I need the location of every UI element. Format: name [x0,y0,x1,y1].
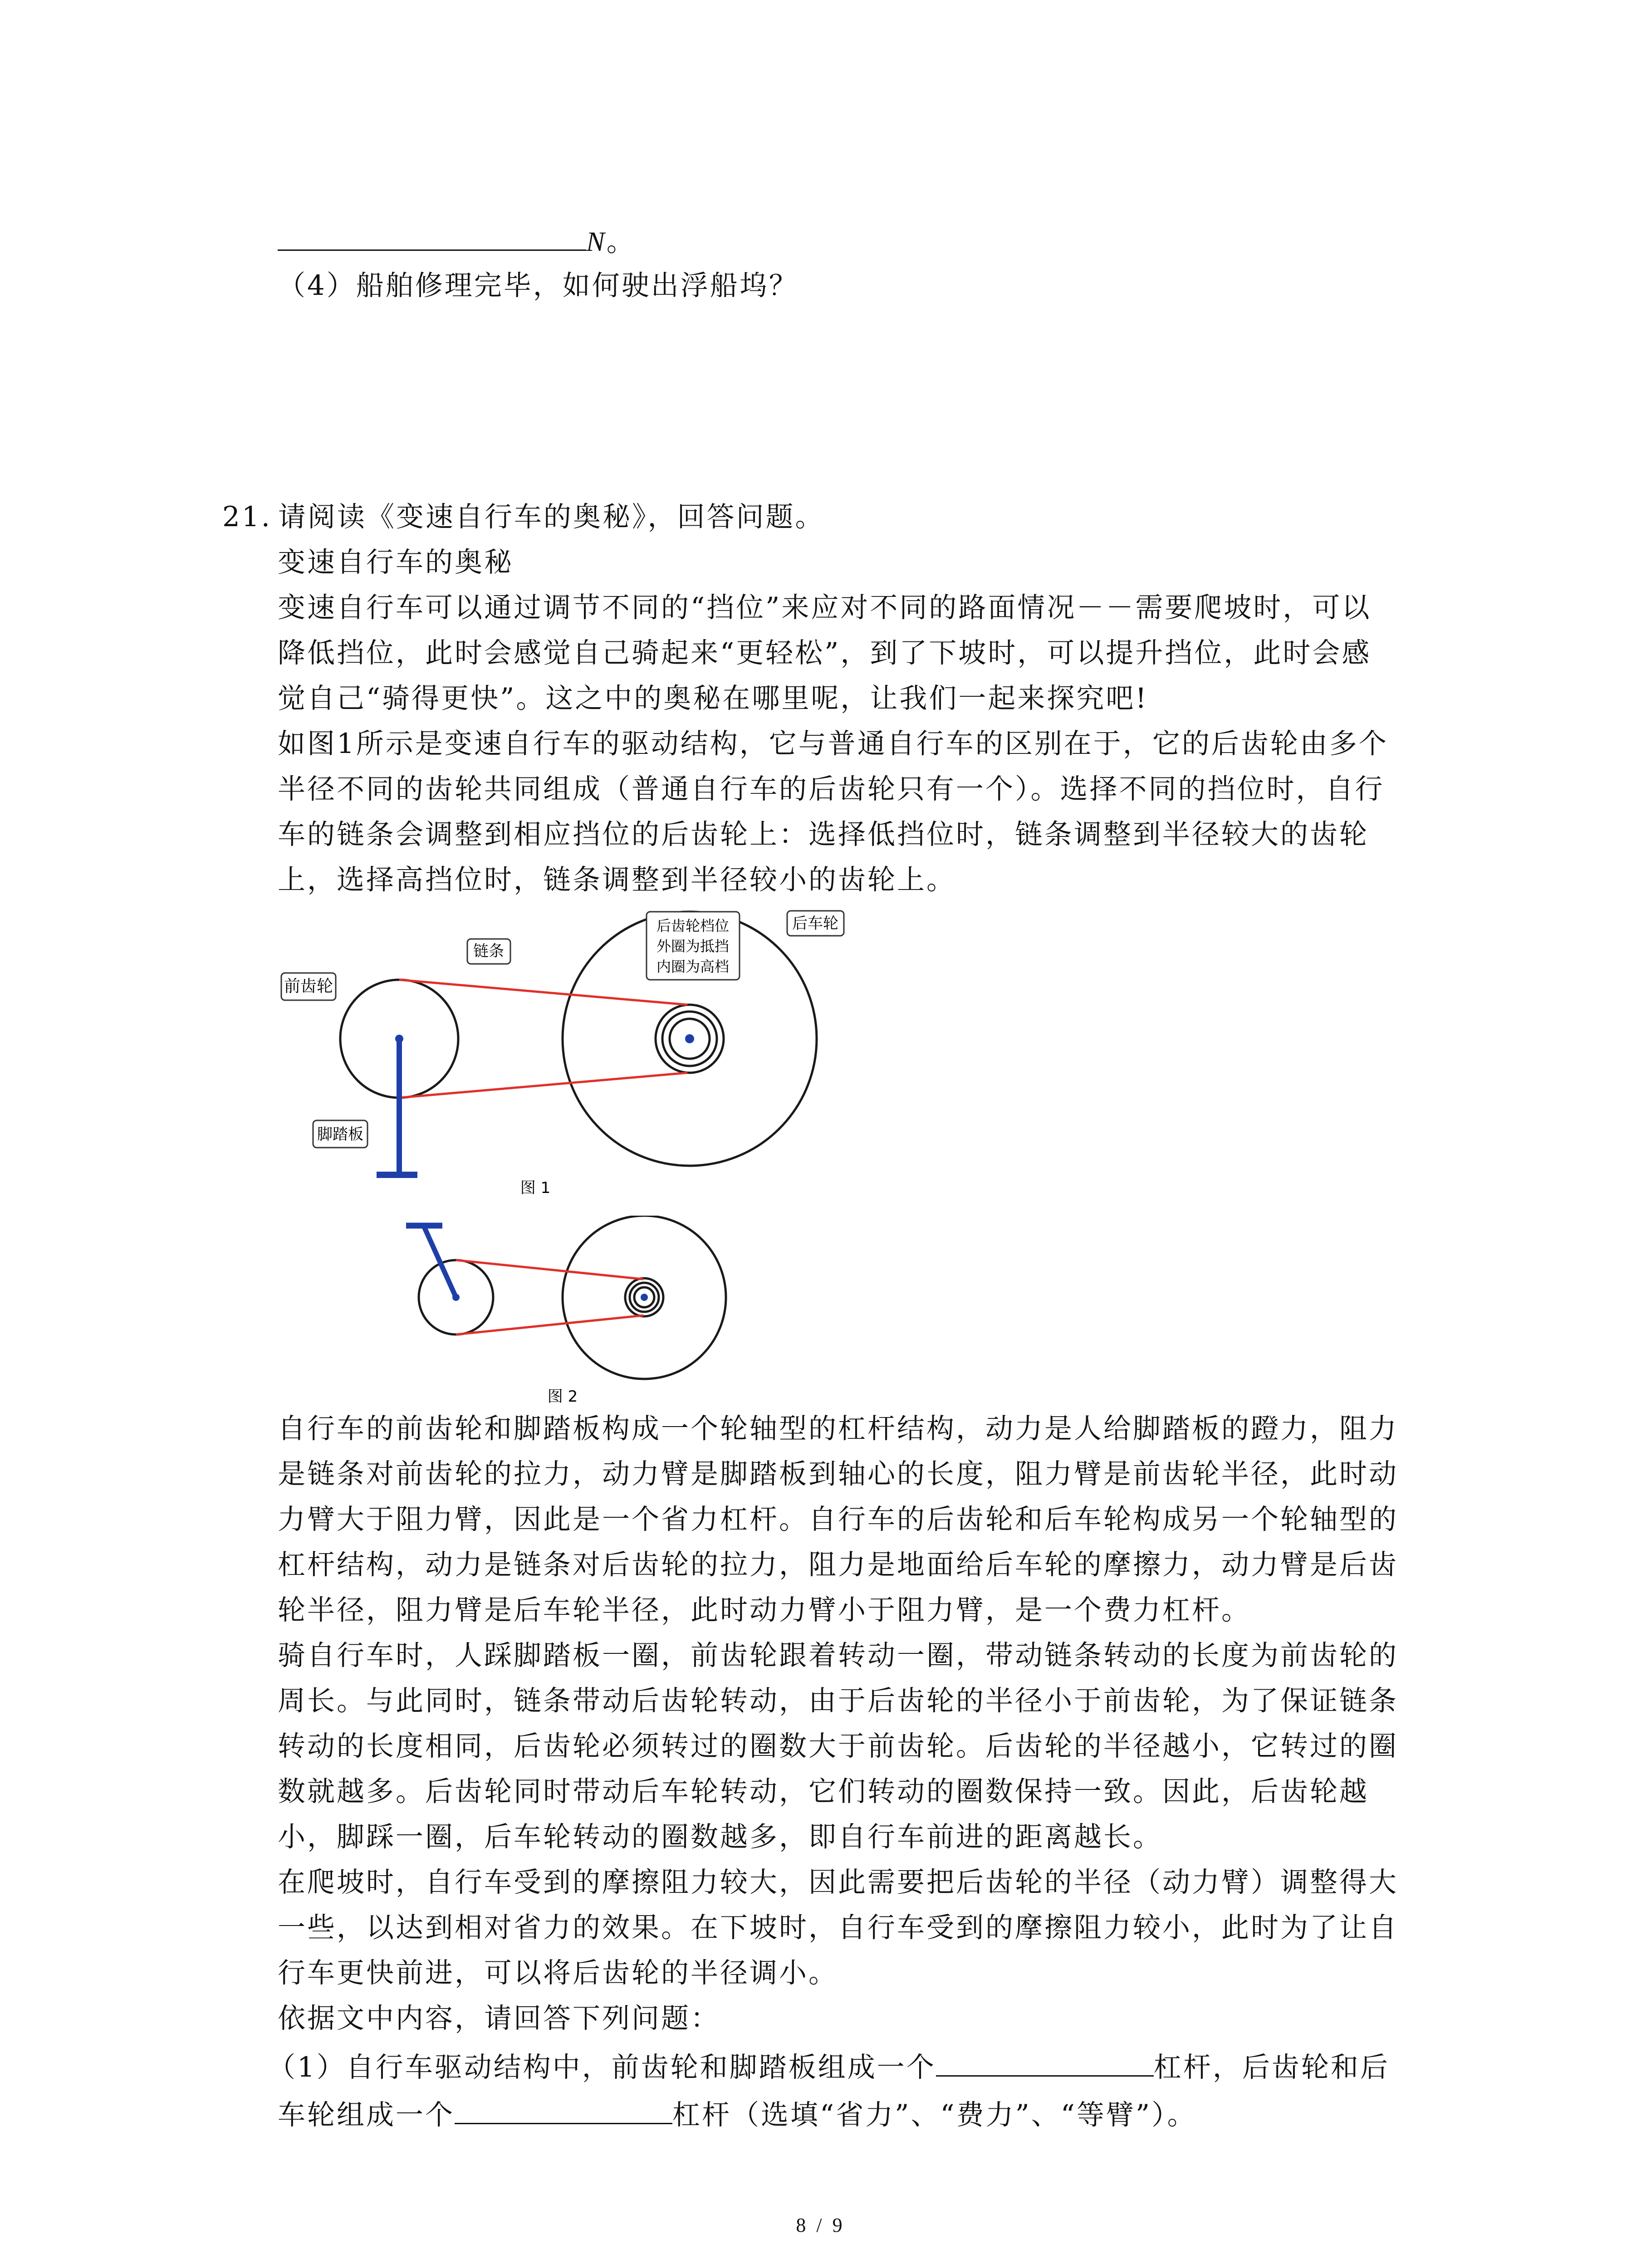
para2-line: 如图1所示是变速自行车的驱动结构，它与普通自行车的区别在于，它的后齿轮由多个 [278,728,1388,760]
fill-blank-front-lever[interactable] [936,2048,1154,2077]
svg-text:后车轮: 后车轮 [792,914,838,933]
answer-line-n: N。 [278,222,636,260]
para3-line: 杠杆结构，动力是链条对后齿轮的拉力，阻力是地面给后车轮的摩擦力，动力臂是后齿 [278,1549,1399,1581]
sub-question-1-line1: （1）自行车驱动结构中，前齿轮和脚踏板组成一个 杠杆，后齿轮和后 [268,2048,1390,2086]
para4-line: 周长。与此同时，链条带动后齿轮转动，由于后齿轮的半径小于前齿轮，为了保证链条 [278,1685,1399,1717]
pedal-crank [424,1227,456,1297]
rear-axle [641,1294,648,1301]
question-21-heading: 21. 请阅读《变速自行车的奥秘》，回答问题。 [222,501,825,533]
chain-top [456,1260,643,1279]
figure-2-drive-structure [390,1216,753,1411]
para5-line: 行车更快前进，可以将后齿轮的半径调小。 [278,1957,838,1989]
unit-n: N [586,227,607,257]
para4-line: 小，脚踩一圈，后车轮转动的圈数越多，即自行车前进的距离越长。 [278,1821,1163,1853]
article-title: 变速自行车的奥秘 [278,546,514,578]
callout-rear-wheel [787,911,844,936]
figure-1-drive-structure [268,903,876,1211]
chain-bottom [399,1073,687,1098]
chain-bottom [456,1315,643,1334]
para3-line: 力臂大于阻力臂，因此是一个省力杠杆。自行车的后齿轮和后车轮构成另一个轮轴型的 [278,1503,1399,1535]
rear-axle [685,1034,694,1043]
para4-line: 骑自行车时，人踩脚踏板一圈，前齿轮跟着转动一圈，带动链条转动的长度为前齿轮的 [278,1639,1399,1672]
answer-prompt: 依据文中内容，请回答下列问题： [278,2002,720,2034]
callout-chain [467,939,510,964]
fill-blank-rear-lever[interactable] [455,2096,672,2124]
svg-text:后齿轮档位: 后齿轮档位 [656,917,730,934]
sub-question-1-line2: 车轮组成一个 杠杆（选填“省力”、“费力”、“等臂”）。 [278,2096,1197,2133]
para2-line: 半径不同的齿轮共同组成（普通自行车的后齿轮只有一个）。选择不同的挡位时，自行 [278,773,1385,805]
question-number: 21. [222,501,272,533]
para3-line: 自行车的前齿轮和脚踏板构成一个轮轴型的杠杆结构，动力是人给脚踏板的蹬力，阻力 [278,1413,1399,1445]
svg-text:脚踏板: 脚踏板 [317,1125,363,1144]
callout-rear-gear [647,912,740,980]
para2-line: 上，选择高挡位时，链条调整到半径较小的齿轮上。 [278,864,956,896]
callout-pedal [313,1120,367,1148]
fill-blank[interactable] [278,222,586,251]
para1-line: 觉自己“骑得更快”。这之中的奥秘在哪里呢，让我们一起来探究吧! [278,682,1148,714]
para1-line: 变速自行车可以通过调节不同的“挡位”来应对不同的路面情况－－需要爬坡时，可以 [278,591,1372,624]
svg-text:外圈为抵挡: 外圈为抵挡 [656,938,730,955]
para4-line: 数就越多。后齿轮同时带动后车轮转动，它们转动的圈数保持一致。因此，后齿轮越 [278,1775,1369,1808]
para2-line: 车的链条会调整到相应挡位的后齿轮上：选择低挡位时，链条调整到半径较大的齿轮 [278,818,1369,850]
para3-line: 轮半径，阻力臂是后车轮半径，此时动力臂小于阻力臂，是一个费力杠杆。 [278,1594,1251,1626]
para5-line: 在爬坡时，自行车受到的摩擦阻力较大，因此需要把后齿轮的半径（动力臂）调整得大 [278,1866,1399,1898]
callout-front-gear [281,973,336,1000]
svg-text:链条: 链条 [473,942,504,960]
para4-line: 转动的长度相同，后齿轮必须转过的圈数大于前齿轮。后齿轮的半径越小，它转过的圈 [278,1730,1399,1762]
page-number: 8 / 9 [796,2214,845,2236]
figure-1-caption: 图 1 [520,1179,551,1197]
para1-line: 降低挡位，此时会感觉自己骑起来“更轻松”，到了下坡时，可以提升挡位，此时会感 [278,637,1372,669]
svg-text:内圈为高档: 内圈为高档 [656,958,730,975]
chain-top [399,980,687,1005]
figure-2-caption: 图 2 [547,1388,578,1406]
svg-text:前齿轮: 前齿轮 [284,977,333,996]
question-4: （4）船舶修理完毕，如何驶出浮船坞？ [278,269,798,302]
para3-line: 是链条对前齿轮的拉力，动力臂是脚踏板到轴心的长度，阻力臂是前齿轮半径，此时动 [278,1458,1399,1490]
para5-line: 一些，以达到相对省力的效果。在下坡时，自行车受到的摩擦阻力较小，此时为了让自 [278,1911,1399,1944]
